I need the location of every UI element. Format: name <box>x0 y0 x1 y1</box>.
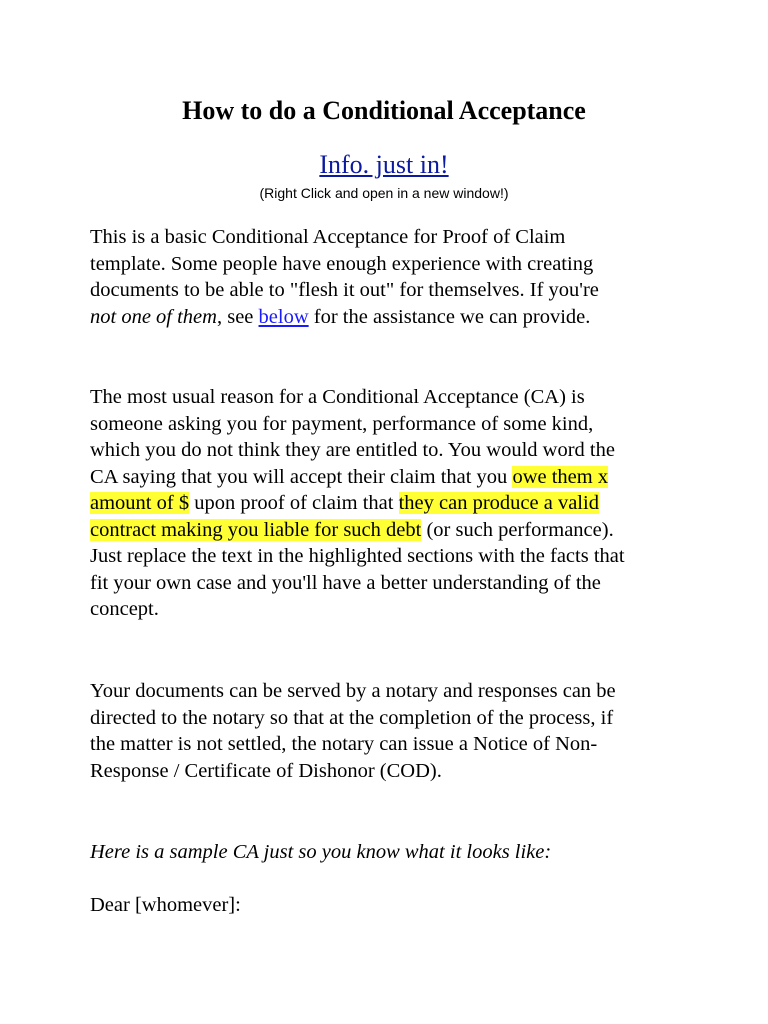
intro-text-c: for the assistance we can provide. <box>308 305 591 328</box>
below-link[interactable]: below <box>258 305 309 328</box>
salutation: Dear [whomever]: <box>90 894 241 916</box>
highlight-contract: they can produce a valid contract making you liable for such debt <box>90 492 599 541</box>
intro-text-a: This is a basic Conditional Acceptance for Proof of Claim template. Some people have enough experience with creating documents to be able to "flesh it out" for themselves. If you're <box>90 226 599 301</box>
sample-intro-text: Here is a sample CA just so you know what it looks like: <box>90 841 552 863</box>
notary-paragraph: Your documents can be served by a notary and responses can be directed to the notary so that at the completion of the process, if the matter is not settled, the notary can issue a Notice of Non-Response / Certificate of Dishonor (COD). <box>90 680 616 782</box>
reason-text-a: The most usual reason for a Conditional Acceptance (CA) is someone asking you for payment, performance of some kind, which you do not think they are entitled to. You would word the CA saying that you will accept their claim that you <box>90 386 615 488</box>
info-note: (Right Click and open in a new window!) <box>259 185 509 201</box>
intro-text-b: , see <box>216 305 259 328</box>
sample-intro <box>90 839 630 866</box>
intro-italic-text: not one of them <box>90 305 217 328</box>
reason-text-b: upon proof of claim that <box>189 492 399 514</box>
highlight-amount: owe them x amount of $ <box>90 465 609 514</box>
intro-paragraph <box>90 224 630 330</box>
reason-text-c: (or such performance). Just replace the text in the highlighted sections with the facts that fit your own case and you'll have a better understanding of the concept. <box>90 518 625 620</box>
info-link-container <box>0 148 768 182</box>
reason-paragraph <box>90 384 630 623</box>
info-just-in-link[interactable]: Info. just in! <box>319 150 449 179</box>
page-title: How to do a Conditional Acceptance <box>182 96 586 125</box>
